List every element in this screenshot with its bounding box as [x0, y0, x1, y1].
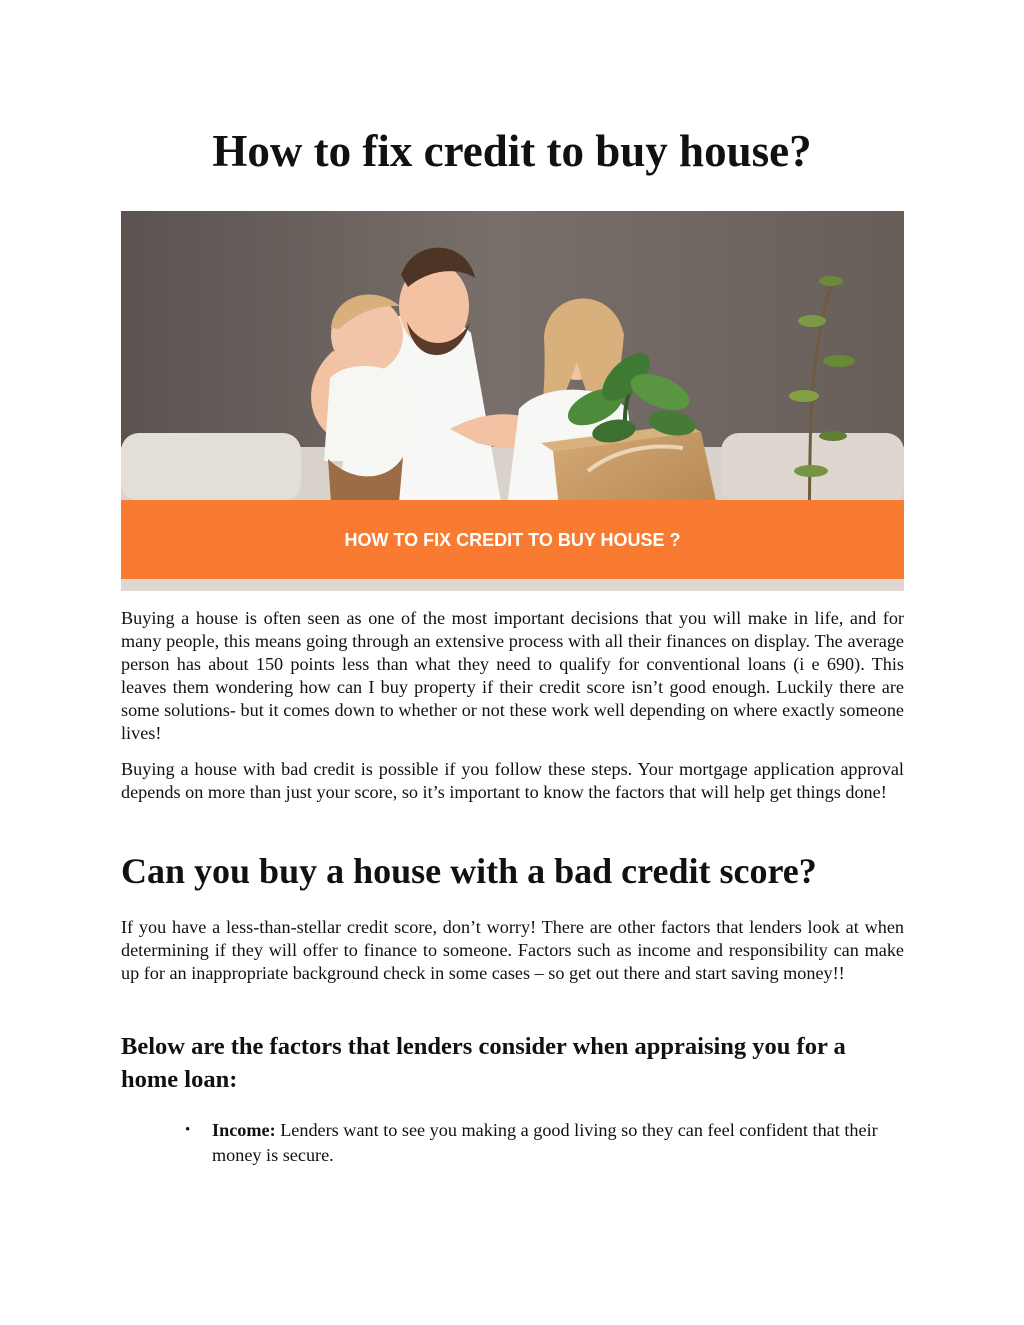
factors-list	[185, 1118, 904, 1168]
intro-paragraph-2: Buying a house with bad credit is possible if you follow these steps. Your mortgage application approval depends on more than just your score, so it’s important to know the factors that will help get things done!	[121, 759, 904, 802]
income-text: Lenders want to see you making a good living so they can feel confident that their money is secure.	[212, 1120, 878, 1165]
list-item-income	[185, 1118, 904, 1168]
banner-text: HOW TO FIX CREDIT TO BUY HOUSE ?	[344, 530, 681, 550]
income-label: Income:	[212, 1120, 276, 1140]
hero-image	[121, 211, 904, 591]
section-paragraph: If you have a less-than-stellar credit score, don’t worry! There are other factors that lenders look at when determining if they will offer to finance to someone. Factors such as income and responsibility can make up for an inappropriate background check in some cases – so get out there and start saving money!!	[121, 917, 904, 983]
sofa-cushion	[121, 433, 301, 501]
section-heading: Can you buy a house with a bad credit score?	[121, 851, 817, 891]
photo-bottom-edge	[121, 579, 904, 591]
document-title: How to fix credit to buy house?	[212, 126, 812, 176]
intro-paragraph-1: Buying a house is often seen as one of the most important decisions that you will make in life, and for many people, this means going through an extensive process with all their finances on display. The average person has about 150 points less than what they need to qualify for conventional loans (i e 690). This leaves them wondering how can I buy property if their credit score isn’t good enough. Luckily there are some solutions- but it comes down to whether or not these work well depending on where exactly someone lives!	[121, 608, 904, 743]
family-moving-photo	[121, 211, 904, 591]
bullet-dot: •	[185, 1122, 191, 1138]
factors-subheading: Below are the factors that lenders consider when appraising you for a home loan:	[121, 1033, 846, 1093]
